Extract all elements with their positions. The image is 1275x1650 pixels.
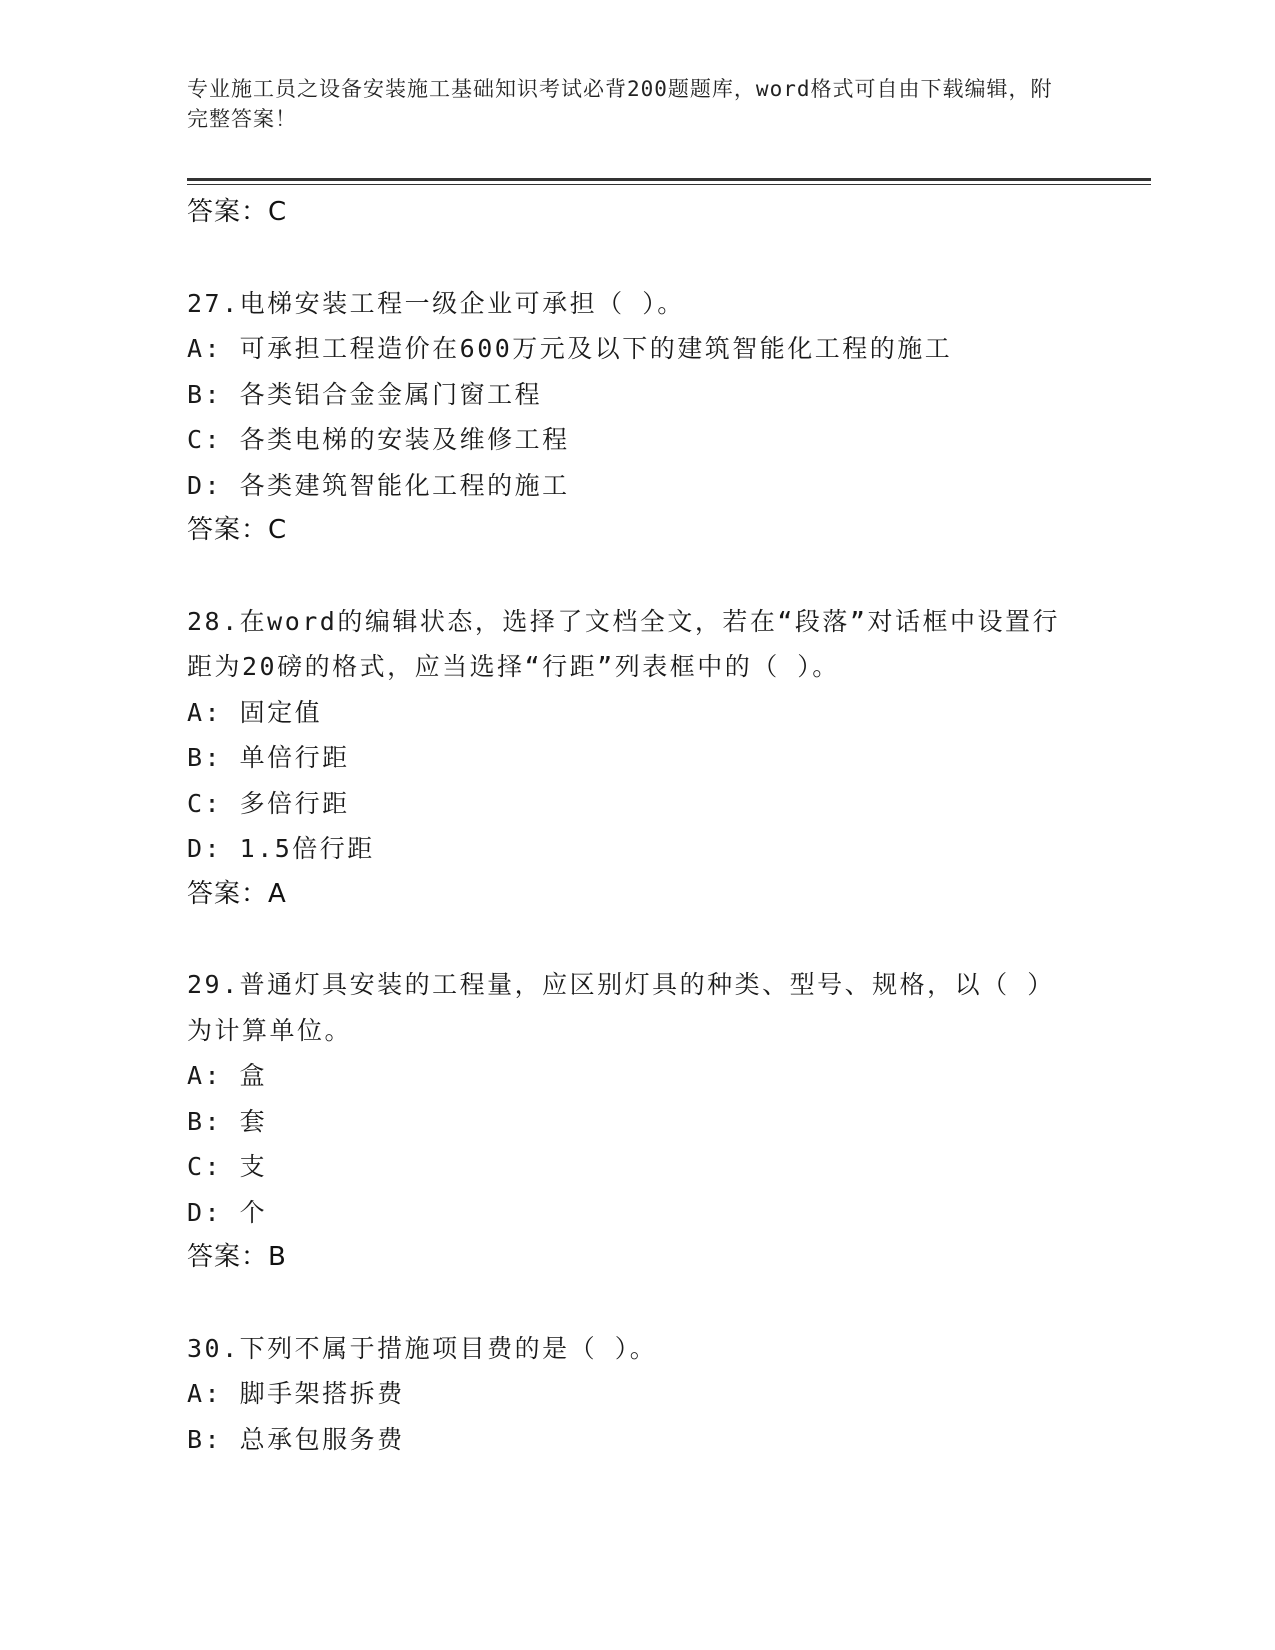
question-block [187,1326,1087,1463]
option-a: A: 可承担工程造价在600万元及以下的建筑智能化工程的施工 [187,334,953,363]
answer-line: 答案：C [187,197,288,227]
question-text: 28.在word的编辑状态，选择了文档全文，若在“段落”对话框中设置行距为20磅的格式，应当选择“行距”列表框中的（ ）。 [187,606,1060,681]
question-list [187,190,1087,1462]
option-b: B: 总承包服务费 [187,1424,405,1454]
option-b: B: 各类铝合金金属门窗工程 [187,379,543,409]
question-block [187,962,1087,1281]
question-text: 29.普通灯具安装的工程量，应区别灯具的种类、型号、规格，以（ ）为计算单位。 [187,970,1055,1045]
spacer [187,554,1087,599]
option-c: C: 多倍行距 [187,788,350,818]
answer-line: 答案：A [187,878,287,909]
option-a: A: 脚手架搭拆费 [187,1379,405,1408]
question-block [187,281,1087,554]
option-c: C: 支 [187,1152,268,1181]
option-a: A: 盒 [187,1061,268,1090]
header-rule-thick [187,178,1151,181]
answer-line: 答案：C [187,515,288,545]
spacer [187,236,1087,281]
option-b: B: 套 [187,1106,268,1136]
option-d: D: 1.5倍行距 [187,834,375,863]
answer-line: 答案：B [187,1242,287,1272]
option-d: D: 各类建筑智能化工程的施工 [187,470,570,500]
option-d: D: 个 [187,1197,268,1227]
option-a: A: 固定值 [187,697,323,727]
spacer [187,917,1087,962]
header-rule-thin [187,184,1151,185]
option-c: C: 各类电梯的安装及维修工程 [187,425,570,454]
option-b: B: 单倍行距 [187,743,350,772]
question-text: 30.下列不属于措施项目费的是（ ）。 [187,1333,658,1363]
question-text: 27.电梯安装工程一级企业可承担（ ）。 [187,288,685,318]
spacer [187,1281,1087,1326]
question-block [187,599,1087,918]
document-header-title: 专业施工员之设备安装施工基础知识考试必背200题题库，word格式可自由下载编辑，附完整答案！ [187,77,1053,131]
